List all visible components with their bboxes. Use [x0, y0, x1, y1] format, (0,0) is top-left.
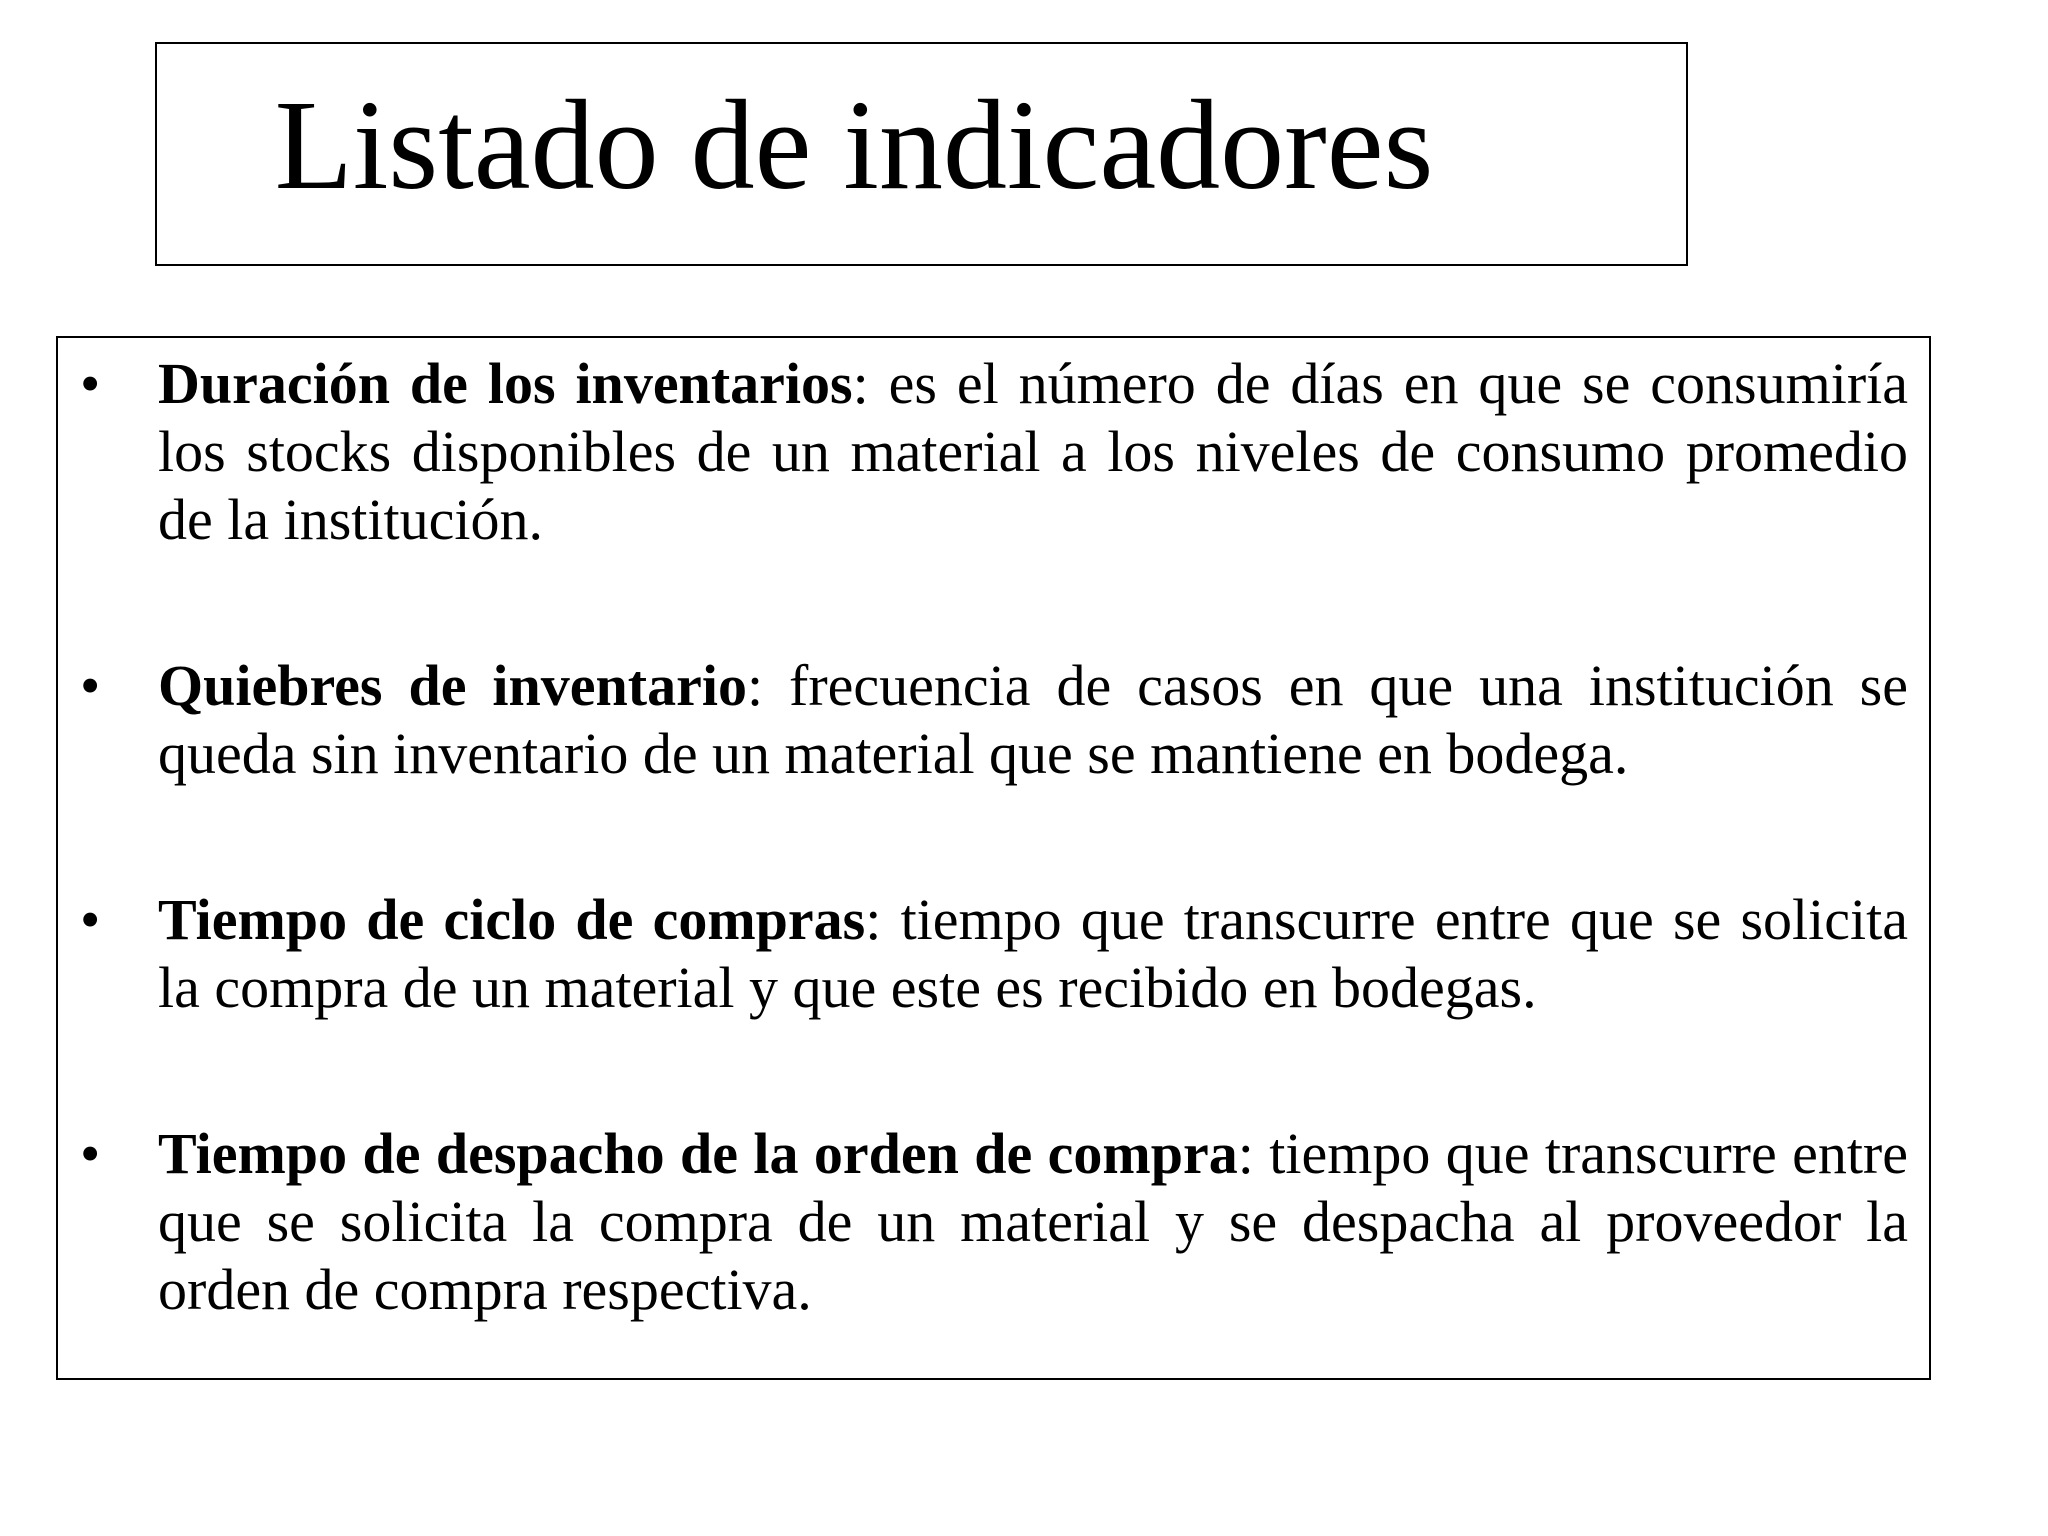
- list-item: [80, 1120, 1908, 1324]
- indicator-term: Duración de los inventarios: [158, 351, 853, 416]
- term-separator: :: [852, 351, 869, 416]
- indicator-description: es el número de días en que se consumiría los stocks disponibles de un material a los niveles de consumo promedio de la institución.: [158, 351, 1908, 552]
- bullet-icon: •: [80, 887, 101, 952]
- indicator-term: Quiebres de inventario: [158, 653, 747, 718]
- bullet-icon: •: [80, 351, 101, 416]
- indicator-term: Tiempo de despacho de la orden de compra: [158, 1121, 1238, 1186]
- indicator-term: Tiempo de ciclo de compras: [158, 887, 866, 952]
- indicator-description: frecuencia de casos en que una institución se queda sin inventario de un material que se mantiene en bodega.: [158, 653, 1908, 786]
- term-separator: :: [1237, 1121, 1254, 1186]
- list-item: [80, 350, 1908, 554]
- slide-title: Listado de indicadores: [274, 74, 1434, 216]
- bullet-icon: •: [80, 653, 101, 718]
- indicator-list-box: [56, 336, 1931, 1380]
- list-item: [80, 652, 1908, 788]
- indicator-description: tiempo que transcurre entre que se solicita la compra de un material y que este es recibido en bodegas.: [158, 887, 1908, 1020]
- indicator-description: tiempo que transcurre entre que se solicita la compra de un material y se despacha al proveedor la orden de compra respectiva.: [158, 1121, 1908, 1322]
- term-separator: :: [865, 887, 882, 952]
- list-item: [80, 886, 1908, 1022]
- term-separator: :: [746, 653, 764, 718]
- bullet-icon: •: [80, 1121, 101, 1186]
- title-box: [155, 42, 1688, 266]
